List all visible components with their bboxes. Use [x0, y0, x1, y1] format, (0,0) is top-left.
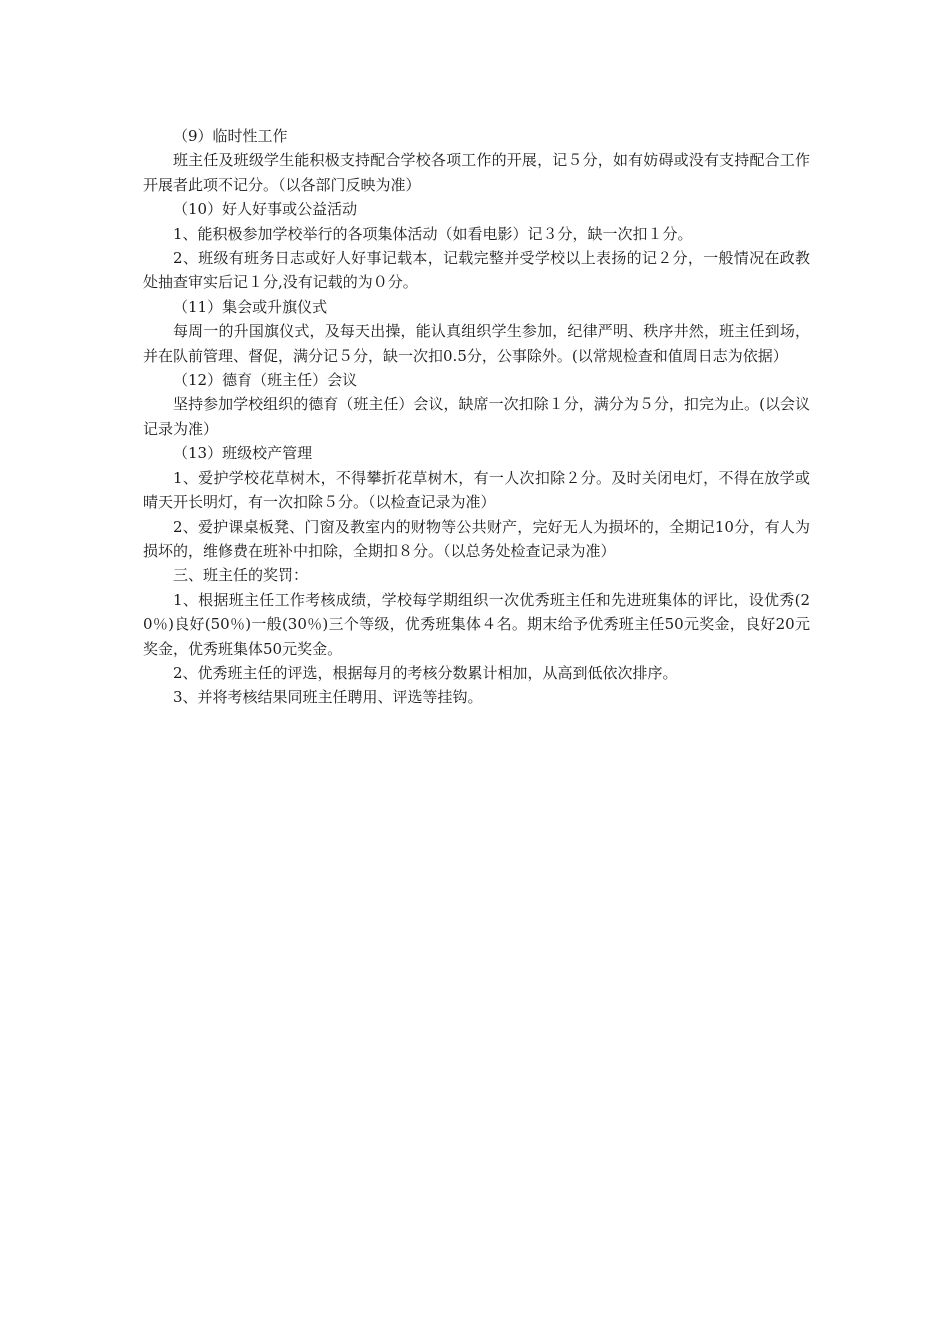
heading-moral-meeting: （12）德育（班主任）会议: [173, 371, 358, 390]
paragraph-school-property-2: 2、爱护课桌板凳、门窗及教室内的财物等公共财产，完好无人为损坏的，全期记10分，有人为损坏的，维修费在班补中扣除，全期扣８分。（以总务处检查记录为准）: [143, 517, 810, 560]
heading-temporary-work: （9）临时性工作: [173, 127, 288, 145]
heading-rewards-penalties: 三、班主任的奖罚：: [173, 566, 309, 585]
paragraph-school-property-1: 1、爱护学校花草树木，不得攀折花草树木，有一人次扣除２分。及时关闭电灯，不得在放学或晴天开长明灯，有一次扣除５分。（以检查记录为准）: [143, 468, 810, 512]
paragraph-flag-ceremony: 每周一的升国旗仪式，及每天出操，能认真组织学生参加，纪律严明、秩序井然，班主任到场，并在队前管理、督促，满分记５分，缺一次扣0.5分，公事除外。(以常规检查和值周日志为依据）: [143, 322, 810, 365]
document-body: [143, 124, 810, 710]
paragraph-moral-meeting: 坚持参加学校组织的德育（班主任）会议，缺席一次扣除１分，满分为５分，扣完为止。(以会议记录为准）: [143, 395, 810, 438]
heading-flag-ceremony: （11）集会或升旗仪式: [173, 297, 328, 316]
paragraph-good-deeds-1: 1、能积极参加学校举行的各项集体活动（如看电影）记３分，缺一次扣１分。: [173, 224, 693, 243]
heading-good-deeds: （10）好人好事或公益活动: [173, 200, 358, 219]
paragraph-good-deeds-2: 2、班级有班务日志或好人好事记载本，记载完整并受学校以上表扬的记２分，一般情况在政教处抽查审实后记１分,没有记载的为０分。: [143, 249, 810, 292]
paragraph-rewards-2: 2、优秀班主任的评选，根据每月的考核分数累计相加，从高到低依次排序。: [173, 663, 678, 682]
paragraph-rewards-1: 1、根据班主任工作考核成绩，学校每学期组织一次优秀班主任和先进班集体的评比，设优秀(20％)良好(50％)一般(30％)三个等级，优秀班集体４名。期末给予优秀班主任50元奖金，良好20元奖金，优秀班集体50元奖金。: [143, 590, 810, 658]
paragraph-temporary-work: 班主任及班级学生能积极支持配合学校各项工作的开展，记５分，如有妨碍或没有支持配合工作开展者此项不记分。（以各部门反映为准）: [143, 151, 810, 194]
heading-school-property: （13）班级校产管理: [173, 444, 313, 463]
paragraph-rewards-3: 3、并将考核结果同班主任聘用、评选等挂钩。: [173, 688, 483, 707]
